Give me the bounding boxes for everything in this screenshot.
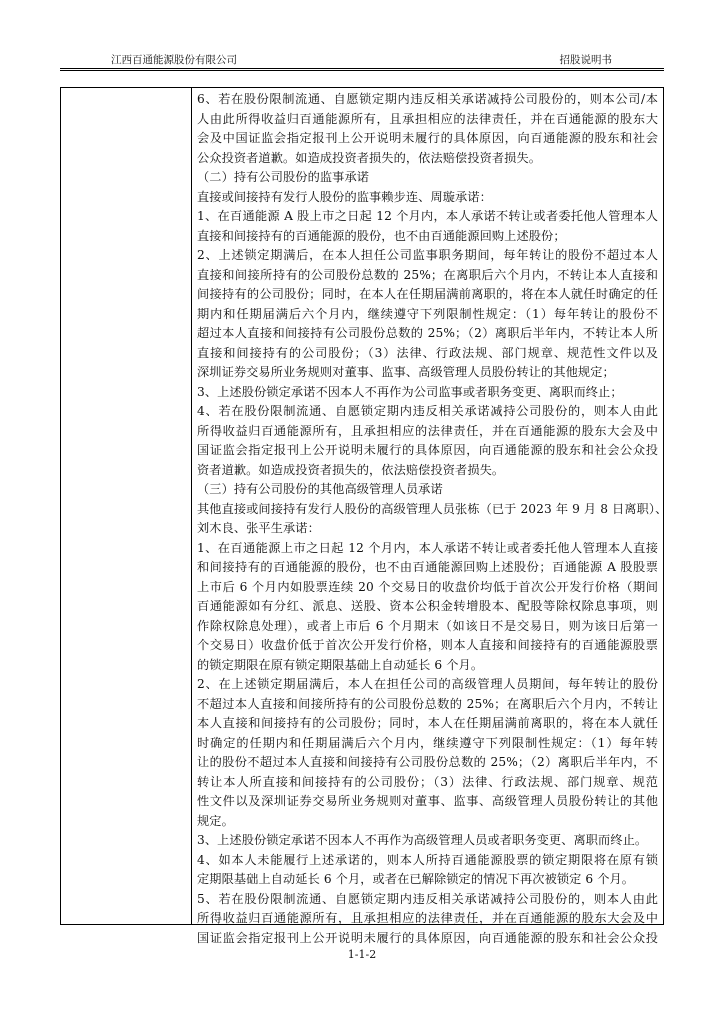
text-line: 5、若在股份限制流通、自愿锁定期内违反相关承诺减持公司股份的，则本人由此 xyxy=(197,891,658,906)
text-line: 1、在百通能源 A 股上市之日起 12 个月内，本人承诺不转让或者委托他人管理本人 xyxy=(197,209,658,223)
text-line: （二）持有公司股份的监事承诺 xyxy=(197,170,370,184)
text-line: 直接和间接持有的公司股份；（3）法律、行政法规、部门规章、规范性文件以及 xyxy=(197,345,658,360)
text-line: 让的股份不超过本人直接和间接持有公司股份总数的 25%；（2）离职后半年内，不 xyxy=(197,755,658,769)
text-line: 4、如本人未能履行上述承诺的，则本人所持百通能源股票的锁定期限将在原有锁 xyxy=(197,852,658,867)
text-line: 2、上述锁定期满后，在本人担任公司监事职务期间，每年转让的股份不超过本人 xyxy=(197,248,658,262)
text-line: 直接或间接持有发行人股份的监事赖步连、周璇承诺： xyxy=(197,189,492,204)
text-line: 所得收益归百通能源所有，且承担相应的法律责任，并在百通能源的股东大会及中 xyxy=(197,911,658,925)
text-line: 直接和间接持有的百通能源的股份，也不由百通能源回购上述股份； xyxy=(197,228,566,243)
text-line: 时确定的任期内和任期届满后六个月内，继续遵守下列限制性规定：（1）每年转 xyxy=(197,735,658,750)
text-line: 1、在百通能源上市之日起 12 个月内，本人承诺不转让或者委托他人管理本人直接 xyxy=(197,540,658,555)
page-number: 1-1-2 xyxy=(347,948,377,961)
commitment-text-cell xyxy=(192,88,668,945)
text-line: 超过本人直接和间接持有公司股份总数的 25%；（2）离职后半年内，不转让本人所 xyxy=(197,326,658,340)
text-line: 资者道歉。如造成投资者损失的，依法赔偿投资者损失。 xyxy=(197,462,505,477)
text-line: 公众投资者道歉。如造成投资者损失的，依法赔偿投资者损失。 xyxy=(197,150,542,165)
text-line: 其他直接或间接持有发行人股份的高级管理人员张栋（已于 2023 年 9 月 8 日离职）、 xyxy=(197,501,668,516)
commitment-table xyxy=(60,87,668,945)
text-line: 和间接持有的百通能源的股份，也不由百通能源回购上述股份；百通能源 A 股股票 xyxy=(197,560,658,574)
header-rule xyxy=(60,68,664,69)
text-line: 刘木良、张平生承诺： xyxy=(197,521,320,535)
text-line: 规定。 xyxy=(197,813,234,828)
header-rule-secondary xyxy=(60,70,664,71)
text-line: 人由此所得收益归百通能源所有，且承担相应的法律责任，并在百通能源的股东大 xyxy=(197,111,658,126)
text-line: 本人直接和间接持有的公司股份；同时，本人在任期届满前离职的，将在本人就任 xyxy=(197,716,658,730)
text-line: 3、上述股份锁定承诺不因本人不再作为高级管理人员或者职务变更、离职而终止。 xyxy=(197,833,648,847)
text-line: 百通能源如有分红、派息、送股、资本公积金转增股本、配股等除权除息事项，则 xyxy=(197,599,658,613)
text-line: 的锁定期限在原有锁定期限基础上自动延长 6 个月。 xyxy=(197,657,484,672)
table-left-column xyxy=(61,88,192,924)
text-line: 性文件以及深圳证券交易所业务规则对董事、监事、高级管理人员股份转让的其他 xyxy=(197,794,658,808)
text-line: 不超过本人直接和间接所持有的公司股份总数的 25%；在离职后六个月内，不转让 xyxy=(197,696,658,711)
text-line: 所得收益归百通能源所有，且承担相应的法律责任，并在百通能源的股东大会及中 xyxy=(197,423,658,438)
text-line: 个交易日）收盘价低于首次公开发行价格，则本人直接和间接持有的百通能源股票 xyxy=(197,638,658,652)
text-line: （三）持有公司股份的其他高级管理人员承诺 xyxy=(197,482,443,496)
text-line: 6、若在股份限制流通、自愿锁定期内违反相关承诺减持公司股份的，则本公司/本 xyxy=(197,92,658,106)
text-line: 4、若在股份限制流通、自愿锁定期内违反相关承诺减持公司股份的，则本人由此 xyxy=(197,404,658,418)
text-line: 2、在上述锁定期届满后，本人在担任公司的高级管理人员期间，每年转让的股份 xyxy=(197,677,658,691)
text-line: 作除权除息处理），或者上市后 6 个月期末（如该日不是交易日，则为该日后第一 xyxy=(197,618,658,633)
text-line: 定期限基础上自动延长 6 个月，或者在已解除锁定的情况下再次被锁定 6 个月。 xyxy=(197,872,635,886)
text-line: 国证监会指定报刊上公开说明未履行的具体原因，向百通能源的股东和社会公众投 xyxy=(197,930,658,945)
text-line: 间接持有的公司股份；同时，在本人在任期届满前离职的，将在本人就任时确定的任 xyxy=(197,287,658,301)
header-company-name: 江西百通能源股份有限公司 xyxy=(111,54,237,66)
header-document-type: 招股说明书 xyxy=(559,54,612,66)
text-line: 直接和间接所持有的公司股份总数的 25%；在离职后六个月内，不转让本人直接和 xyxy=(197,267,658,282)
text-line: 上市后 6 个月内如股票连续 20 个交易日的收盘价均低于首次公开发行价格（期间 xyxy=(197,579,658,594)
text-line: 期内和任期届满后六个月内，继续遵守下列限制性规定：（1）每年转让的股份不 xyxy=(197,306,658,321)
text-line: 国证监会指定报刊上公开说明未履行的具体原因，向百通能源的股东和社会公众投 xyxy=(197,443,658,457)
text-line: 3、上述股份锁定承诺不因本人不再作为公司监事或者职务变更、离职而终止； xyxy=(197,384,623,399)
text-line: 会及中国证监会指定报刊上公开说明未履行的具体原因，向百通能源的股东和社会 xyxy=(197,131,658,145)
text-line: 深圳证券交易所业务规则对董事、监事、高级管理人员股份转让的其他规定； xyxy=(197,365,615,379)
text-line: 转让本人所直接和间接持有的公司股份；（3）法律、行政法规、部门规章、规范 xyxy=(197,774,658,789)
